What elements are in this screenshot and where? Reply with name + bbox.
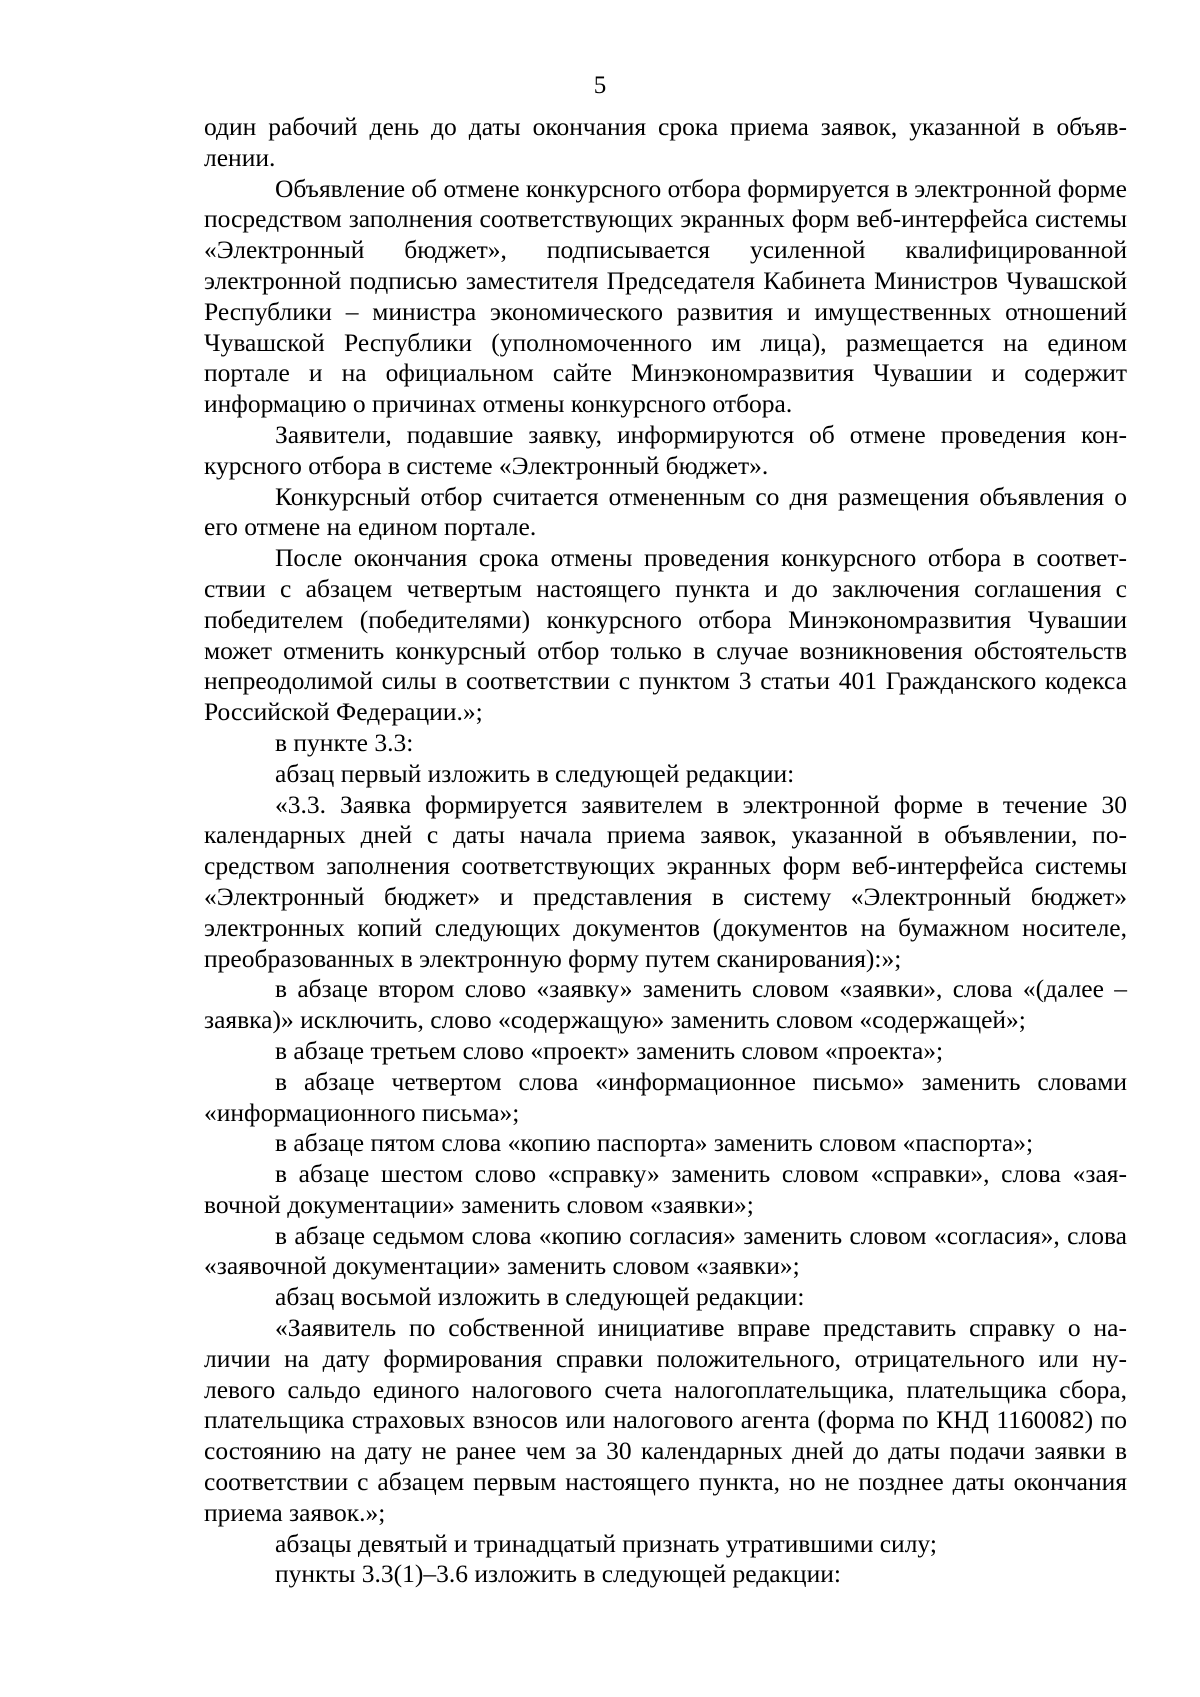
paragraph: в абзаце втором слово «заявку» заменить словом «заявки», слова «(далее – заявка)» исключить, слово «содержащую» заменить словом «содержащей»; — [204, 974, 1127, 1035]
paragraph: один рабочий день до даты окончания срока приема заявок, указанной в объявлении. — [204, 112, 1127, 172]
paragraph: «Заявитель по собственной инициативе вправе представить справку о наличии на дату формирования справки положительного, отрицательного или нулевого сальдо единого налогового счета налогоплательщика, плательщика сбора, плательщика страховых взносов или налогового агента (форма по КНД 1160082) по состоянию на дату не ранее чем за 30 календарных дней до даты подачи заявки в соответствии с абзацем первым настоящего пункта, но не позднее даты окончания приема заявок.»; — [204, 1313, 1127, 1527]
paragraph: пункты 3.3(1)–3.6 изложить в следующей редакции: — [275, 1559, 841, 1589]
paragraph: в абзаце пятом слова «копию паспорта» заменить словом «паспорта»; — [275, 1128, 1034, 1158]
paragraph: в абзаце седьмом слова «копию согласия» заменить словом «согласия», слова «заявочной документации» заменить словом «заявки»; — [204, 1220, 1127, 1281]
paragraph: абзац восьмой изложить в следующей редакции: — [275, 1282, 805, 1312]
paragraph: абзацы девятый и тринадцатый признать утратившими силу; — [275, 1528, 937, 1558]
paragraph: Объявление об отмене конкурсного отбора формируется в электронной форме посредством заполнения соответствующих экранных форм веб-интерфейса системы «Электронный бюджет», подписывается усиленной квалифицированной электронной подписью заместителя Председателя Кабинета Министров Чувашской Республики – министра экономического развития и имущественных отношений Чувашской Республики (уполномоченного им лица), размещается на едином портале и на официальном сайте Минэкономразвития Чувашии и содержит информацию о причинах отмены конкурсного отбора. — [204, 173, 1127, 419]
paragraph: в абзаце третьем слово «проект» заменить словом «проекта»; — [275, 1035, 944, 1065]
paragraph: в абзаце четвертом слова «информационное письмо» заменить словами «информационного письма»; — [204, 1066, 1127, 1127]
paragraph: Заявители, подавшие заявку, информируются об отмене проведения конкурсного отбора в системе «Электронный бюджет». — [204, 419, 1127, 480]
paragraph: Конкурсный отбор считается отмененным со дня размещения объявления о его отмене на едином портале. — [204, 481, 1127, 542]
paragraph: «3.3. Заявка формируется заявителем в электронной форме в течение 30 календарных дней с даты начала приема заявок, указанной в объявлении, посредством заполнения соответствующих экранных форм веб-интерфейса системы «Электронный бюджет» и представления в систему «Электронный бюджет» электронных копий следующих документов (документов на бумажном носителе, преобразованных в электронную форму путем сканирования):»; — [204, 789, 1127, 973]
document-body — [204, 112, 1127, 1590]
paragraph: в абзаце шестом слово «справку» заменить словом «справки», слова «заявочной документации» заменить словом «заявки»; — [204, 1159, 1127, 1219]
page-number: 5 — [593, 72, 607, 99]
paragraph: После окончания срока отмены проведения конкурсного отбора в соответствии с абзацем четвертым настоящего пункта и до заключения соглашения с победителем (победителями) конкурсного отбора Минэкономразвития Чувашии может отменить конкурсный отбор только в случае возникновения обстоятельств непреодолимой силы в соответствии с пунктом 3 статьи 401 Гражданского кодекса Российской Федерации.»; — [204, 543, 1127, 727]
paragraph: абзац первый изложить в следующей редакции: — [275, 758, 795, 788]
paragraph: в пункте 3.3: — [275, 727, 414, 757]
